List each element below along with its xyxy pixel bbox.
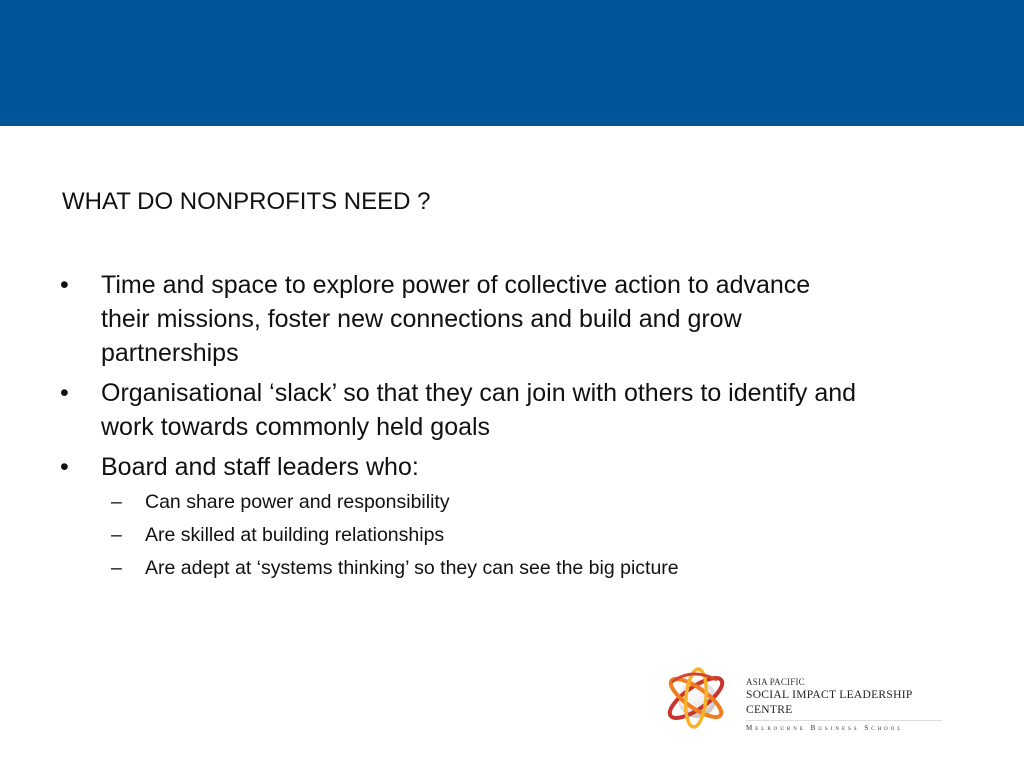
sub-bullet-text: Are adept at ‘systems thinking’ so they can see the big picture [145, 557, 679, 579]
logo-text [746, 677, 952, 733]
dash-marker: – [111, 557, 122, 579]
logo-line-school: Melbourne Business School [746, 724, 904, 732]
organization-logo [662, 660, 952, 735]
header-band [0, 0, 1024, 126]
sub-bullet-list [0, 486, 1024, 585]
sub-bullet-item [0, 486, 1024, 519]
sub-bullet-text: Can share power and responsibility [145, 491, 450, 513]
bullet-item [0, 376, 1024, 444]
bullet-marker: • [60, 271, 69, 299]
bullet-line: Organisational ‘slack’ so that they can join with others to identify and [101, 379, 857, 407]
logo-line-asia-pacific: ASIA PACIFIC [746, 677, 805, 687]
sub-bullet-text: Are skilled at building relationships [145, 524, 445, 546]
slide-title: WHAT DO NONPROFITS NEED ? [62, 188, 431, 215]
bullet-line: their missions, foster new connections and build and grow [101, 305, 742, 333]
bullet-list [0, 268, 1024, 585]
logo-divider [746, 720, 942, 721]
dash-marker: – [111, 491, 122, 513]
bullet-marker: • [60, 453, 69, 481]
bullet-marker: • [60, 379, 69, 407]
sub-bullet-item [0, 552, 1024, 585]
atom-orbit-logo-icon [662, 662, 730, 732]
logo-line-centre-name: SOCIAL IMPACT LEADERSHIP CENTRE [746, 689, 913, 716]
bullet-item [0, 450, 1024, 484]
bullet-line: Board and staff leaders who: [101, 453, 419, 481]
bullet-line: Time and space to explore power of collective action to advance [101, 271, 811, 299]
bullet-line: partnerships [101, 339, 239, 367]
sub-bullet-item [0, 519, 1024, 552]
dash-marker: – [111, 524, 122, 546]
bullet-line: work towards commonly held goals [101, 413, 491, 441]
bullet-item [0, 268, 1024, 370]
